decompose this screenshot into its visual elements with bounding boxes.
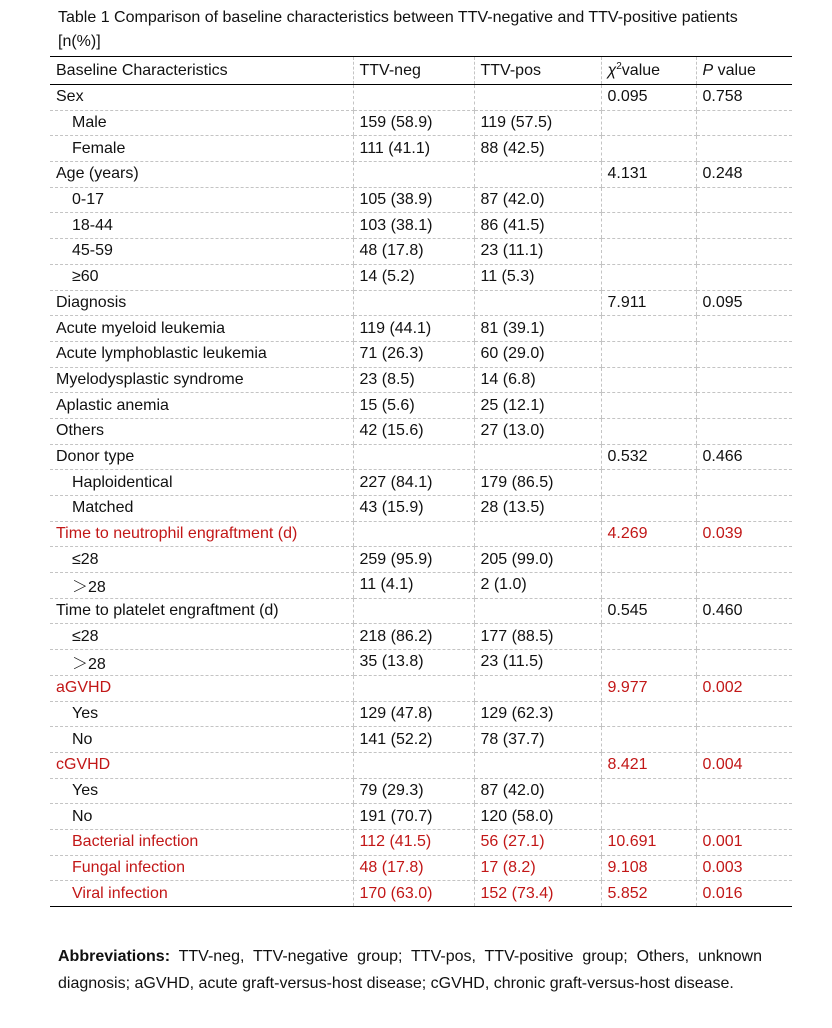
- cell-ttv-pos: [474, 752, 601, 778]
- cell-ttv-neg: [353, 85, 474, 111]
- cell-ttv-pos: 120 (58.0): [474, 804, 601, 830]
- cell-ttv-neg: [353, 290, 474, 316]
- baseline-characteristics-table: [50, 56, 792, 907]
- cell-ttv-neg: 48 (17.8): [353, 239, 474, 265]
- cell-ttv-neg: [353, 675, 474, 701]
- header-characteristic: Baseline Characteristics: [50, 57, 353, 85]
- cell-characteristic: 45-59: [50, 239, 353, 265]
- cell-ttv-neg: 42 (15.6): [353, 418, 474, 444]
- cell-characteristic: aGVHD: [50, 675, 353, 701]
- cell-p-value: 0.466: [696, 444, 792, 470]
- table-row: [50, 804, 792, 830]
- cell-characteristic: cGVHD: [50, 752, 353, 778]
- cell-chi-square: [601, 367, 696, 393]
- cell-ttv-neg: 191 (70.7): [353, 804, 474, 830]
- cell-ttv-pos: 27 (13.0): [474, 418, 601, 444]
- table-row: [50, 573, 792, 599]
- cell-p-value: [696, 573, 792, 599]
- cell-chi-square: [601, 650, 696, 676]
- cell-characteristic: ＞28: [50, 573, 353, 599]
- cell-p-value: [696, 624, 792, 650]
- table-row: [50, 264, 792, 290]
- cell-chi-square: 8.421: [601, 752, 696, 778]
- cell-ttv-neg: 105 (38.9): [353, 187, 474, 213]
- cell-ttv-pos: 205 (99.0): [474, 547, 601, 573]
- cell-ttv-pos: 152 (73.4): [474, 881, 601, 907]
- table-row: [50, 290, 792, 316]
- cell-chi-square: 0.545: [601, 598, 696, 624]
- table-row: [50, 752, 792, 778]
- table-row: [50, 547, 792, 573]
- cell-chi-square: 7.911: [601, 290, 696, 316]
- cell-ttv-neg: 23 (8.5): [353, 367, 474, 393]
- table-row: [50, 496, 792, 522]
- cell-p-value: [696, 136, 792, 162]
- cell-p-value: 0.460: [696, 598, 792, 624]
- cell-chi-square: [601, 778, 696, 804]
- cell-p-value: 0.003: [696, 855, 792, 881]
- cell-ttv-pos: 88 (42.5): [474, 136, 601, 162]
- cell-p-value: 0.248: [696, 162, 792, 188]
- cell-p-value: 0.004: [696, 752, 792, 778]
- cell-characteristic: No: [50, 804, 353, 830]
- cell-chi-square: [601, 393, 696, 419]
- header-ttv-neg: TTV-neg: [353, 57, 474, 85]
- cell-ttv-neg: 129 (47.8): [353, 701, 474, 727]
- cell-characteristic: Age (years): [50, 162, 353, 188]
- table-row: [50, 521, 792, 547]
- cell-ttv-pos: 56 (27.1): [474, 829, 601, 855]
- cell-ttv-neg: 259 (95.9): [353, 547, 474, 573]
- header-p-value: P value: [696, 57, 792, 85]
- cell-chi-square: [601, 239, 696, 265]
- cell-p-value: [696, 239, 792, 265]
- cell-characteristic: Female: [50, 136, 353, 162]
- cell-ttv-neg: [353, 521, 474, 547]
- cell-p-value: [696, 547, 792, 573]
- table-row: [50, 598, 792, 624]
- cell-p-value: [696, 316, 792, 342]
- cell-ttv-neg: [353, 444, 474, 470]
- cell-ttv-pos: [474, 675, 601, 701]
- cell-ttv-neg: 103 (38.1): [353, 213, 474, 239]
- cell-ttv-pos: 119 (57.5): [474, 110, 601, 136]
- cell-ttv-neg: 15 (5.6): [353, 393, 474, 419]
- cell-p-value: 0.095: [696, 290, 792, 316]
- cell-characteristic: Haploidentical: [50, 470, 353, 496]
- cell-p-value: [696, 650, 792, 676]
- cell-characteristic: Others: [50, 418, 353, 444]
- cell-chi-square: 0.095: [601, 85, 696, 111]
- cell-characteristic: Time to platelet engraftment (d): [50, 598, 353, 624]
- cell-chi-square: [601, 213, 696, 239]
- cell-chi-square: [601, 573, 696, 599]
- cell-characteristic: No: [50, 727, 353, 753]
- cell-ttv-pos: 60 (29.0): [474, 341, 601, 367]
- cell-ttv-pos: [474, 162, 601, 188]
- cell-ttv-neg: 79 (29.3): [353, 778, 474, 804]
- table-row: [50, 316, 792, 342]
- cell-chi-square: 9.977: [601, 675, 696, 701]
- cell-p-value: [696, 213, 792, 239]
- cell-p-value: [696, 367, 792, 393]
- abbreviations-label: Abbreviations:: [58, 948, 171, 965]
- cell-characteristic: ＞28: [50, 650, 353, 676]
- cell-ttv-neg: 35 (13.8): [353, 650, 474, 676]
- cell-p-value: 0.758: [696, 85, 792, 111]
- cell-p-value: [696, 418, 792, 444]
- cell-chi-square: [601, 727, 696, 753]
- cell-chi-square: 0.532: [601, 444, 696, 470]
- cell-ttv-pos: 23 (11.1): [474, 239, 601, 265]
- cell-ttv-pos: 2 (1.0): [474, 573, 601, 599]
- cell-ttv-pos: [474, 598, 601, 624]
- table-row: [50, 650, 792, 676]
- cell-ttv-pos: 81 (39.1): [474, 316, 601, 342]
- cell-p-value: [696, 727, 792, 753]
- cell-chi-square: [601, 418, 696, 444]
- cell-characteristic: Sex: [50, 85, 353, 111]
- cell-ttv-pos: [474, 290, 601, 316]
- cell-p-value: [696, 778, 792, 804]
- cell-p-value: [696, 701, 792, 727]
- cell-characteristic: Male: [50, 110, 353, 136]
- cell-characteristic: Acute myeloid leukemia: [50, 316, 353, 342]
- cell-chi-square: [601, 470, 696, 496]
- cell-ttv-neg: 170 (63.0): [353, 881, 474, 907]
- cell-p-value: [696, 804, 792, 830]
- cell-ttv-pos: 87 (42.0): [474, 778, 601, 804]
- cell-ttv-pos: 129 (62.3): [474, 701, 601, 727]
- cell-chi-square: 4.131: [601, 162, 696, 188]
- header-chi-square: $\chi^2value$: [601, 57, 696, 85]
- table-row: [50, 701, 792, 727]
- cell-chi-square: [601, 187, 696, 213]
- cell-ttv-neg: 159 (58.9): [353, 110, 474, 136]
- table-header-row: [50, 57, 792, 85]
- cell-chi-square: 4.269: [601, 521, 696, 547]
- table-row: [50, 136, 792, 162]
- cell-chi-square: 10.691: [601, 829, 696, 855]
- table-row: [50, 239, 792, 265]
- table-row: [50, 470, 792, 496]
- cell-characteristic: Aplastic anemia: [50, 393, 353, 419]
- table-row: [50, 624, 792, 650]
- cell-ttv-neg: [353, 752, 474, 778]
- cell-ttv-pos: [474, 85, 601, 111]
- cell-ttv-pos: 177 (88.5): [474, 624, 601, 650]
- cell-ttv-pos: 86 (41.5): [474, 213, 601, 239]
- cell-ttv-neg: 112 (41.5): [353, 829, 474, 855]
- cell-ttv-pos: 14 (6.8): [474, 367, 601, 393]
- cell-chi-square: [601, 547, 696, 573]
- cell-characteristic: Myelodysplastic syndrome: [50, 367, 353, 393]
- cell-ttv-pos: 87 (42.0): [474, 187, 601, 213]
- cell-ttv-pos: 17 (8.2): [474, 855, 601, 881]
- cell-ttv-pos: [474, 521, 601, 547]
- cell-chi-square: [601, 264, 696, 290]
- cell-p-value: 0.001: [696, 829, 792, 855]
- cell-chi-square: [601, 496, 696, 522]
- cell-p-value: 0.016: [696, 881, 792, 907]
- cell-p-value: [696, 393, 792, 419]
- cell-ttv-pos: 78 (37.7): [474, 727, 601, 753]
- cell-characteristic: 18-44: [50, 213, 353, 239]
- cell-p-value: [696, 187, 792, 213]
- cell-ttv-neg: 141 (52.2): [353, 727, 474, 753]
- cell-characteristic: Diagnosis: [50, 290, 353, 316]
- cell-ttv-pos: 25 (12.1): [474, 393, 601, 419]
- cell-ttv-neg: [353, 162, 474, 188]
- cell-characteristic: ≤28: [50, 624, 353, 650]
- cell-ttv-neg: 43 (15.9): [353, 496, 474, 522]
- table-row: [50, 829, 792, 855]
- table-row: [50, 213, 792, 239]
- cell-characteristic: Bacterial infection: [50, 829, 353, 855]
- cell-p-value: 0.039: [696, 521, 792, 547]
- cell-chi-square: [601, 701, 696, 727]
- table-row: [50, 855, 792, 881]
- header-ttv-pos: TTV-pos: [474, 57, 601, 85]
- cell-p-value: [696, 496, 792, 522]
- cell-ttv-pos: [474, 444, 601, 470]
- table-caption: Table 1 Comparison of baseline characteristics between TTV-negative and TTV-positive patients [n(%)]: [58, 9, 738, 50]
- cell-ttv-neg: 14 (5.2): [353, 264, 474, 290]
- cell-characteristic: Time to neutrophil engraftment (d): [50, 521, 353, 547]
- cell-ttv-pos: 11 (5.3): [474, 264, 601, 290]
- table-row: [50, 418, 792, 444]
- table-row: [50, 85, 792, 111]
- cell-characteristic: Donor type: [50, 444, 353, 470]
- table-row: [50, 367, 792, 393]
- cell-chi-square: [601, 624, 696, 650]
- cell-characteristic: Fungal infection: [50, 855, 353, 881]
- cell-characteristic: Yes: [50, 701, 353, 727]
- cell-chi-square: [601, 136, 696, 162]
- cell-p-value: 0.002: [696, 675, 792, 701]
- cell-p-value: [696, 470, 792, 496]
- cell-chi-square: [601, 316, 696, 342]
- table-row: [50, 341, 792, 367]
- cell-ttv-neg: 71 (26.3): [353, 341, 474, 367]
- cell-ttv-neg: 218 (86.2): [353, 624, 474, 650]
- cell-characteristic: Matched: [50, 496, 353, 522]
- cell-characteristic: Viral infection: [50, 881, 353, 907]
- cell-chi-square: 5.852: [601, 881, 696, 907]
- cell-ttv-pos: 23 (11.5): [474, 650, 601, 676]
- abbreviations-note: [58, 944, 762, 997]
- table-row: [50, 110, 792, 136]
- cell-p-value: [696, 264, 792, 290]
- cell-chi-square: [601, 110, 696, 136]
- cell-chi-square: [601, 804, 696, 830]
- table-row: [50, 162, 792, 188]
- cell-p-value: [696, 341, 792, 367]
- table-row: [50, 675, 792, 701]
- cell-ttv-neg: 111 (41.1): [353, 136, 474, 162]
- table-row: [50, 187, 792, 213]
- table-row: [50, 727, 792, 753]
- cell-chi-square: [601, 341, 696, 367]
- cell-ttv-pos: 179 (86.5): [474, 470, 601, 496]
- abbreviations-text: TTV-neg, TTV-negative group; TTV-pos, TTV-positive group; Others, unknown diagnosis; aGVHD, acute graft-versus-host disease; cGVHD, chronic graft-versus-host disease.: [58, 948, 762, 992]
- cell-p-value: [696, 110, 792, 136]
- cell-ttv-neg: 227 (84.1): [353, 470, 474, 496]
- cell-characteristic: Acute lymphoblastic leukemia: [50, 341, 353, 367]
- cell-ttv-neg: 119 (44.1): [353, 316, 474, 342]
- cell-characteristic: ≤28: [50, 547, 353, 573]
- cell-ttv-neg: 48 (17.8): [353, 855, 474, 881]
- table-row: [50, 444, 792, 470]
- cell-characteristic: 0-17: [50, 187, 353, 213]
- table-row: [50, 778, 792, 804]
- table-row: [50, 393, 792, 419]
- cell-characteristic: Yes: [50, 778, 353, 804]
- cell-ttv-pos: 28 (13.5): [474, 496, 601, 522]
- cell-ttv-neg: [353, 598, 474, 624]
- cell-ttv-neg: 11 (4.1): [353, 573, 474, 599]
- cell-characteristic: ≥60: [50, 264, 353, 290]
- cell-chi-square: 9.108: [601, 855, 696, 881]
- table-row: [50, 881, 792, 907]
